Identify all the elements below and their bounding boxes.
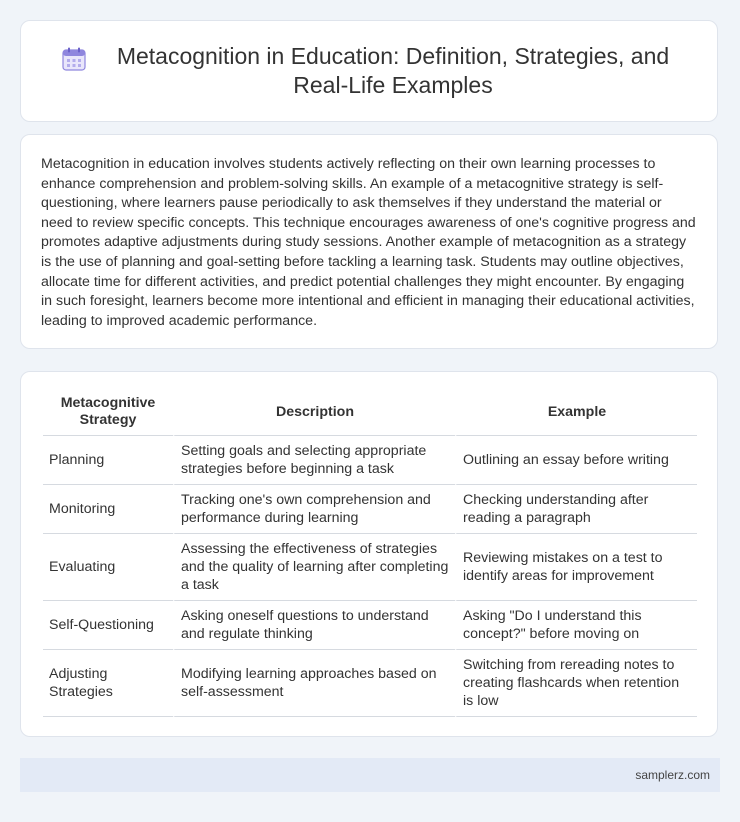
table-card: [20, 371, 718, 737]
table-row: [43, 485, 697, 534]
footer-site-link[interactable]: samplerz.com: [635, 768, 710, 782]
cell-example: Asking "Do I understand this concept?" before moving on: [455, 601, 697, 650]
title-card: [20, 20, 718, 122]
cell-strategy: Planning: [43, 436, 173, 485]
cell-description: Setting goals and selecting appropriate strategies before beginning a task: [173, 436, 455, 485]
calendar-icon: [61, 46, 87, 72]
table-header-row: [43, 389, 697, 436]
cell-example: Outlining an essay before writing: [455, 436, 697, 485]
table-row: [43, 436, 697, 485]
intro-paragraph: Metacognition in education involves students actively reflecting on their own learning processes to enhance comprehension and problem-solving skills. An example of a metacognitive strategy is self-questioning, where learners pause periodically to ask themselves if they understand the material or need to review specific concepts. This technique encourages awareness of one's cognitive progress and promotes adaptive adjustments during study sessions. Another example of metacognition as a strategy is the use of planning and goal-setting before tackling a learning task. Students may outline objectives, allocate time for different activities, and predict potential challenges they might encounter. By engaging in such foresight, learners become more intentional and efficient in managing their educational activities, leading to improved academic performance.: [41, 156, 696, 329]
intro-card: [20, 134, 718, 349]
table-row: [43, 650, 697, 717]
title-row: [21, 42, 717, 100]
cell-description: Asking oneself questions to understand and regulate thinking: [173, 601, 455, 650]
page-title: Metacognition in Education: Definition, Strategies, and Real-Life Examples: [116, 43, 670, 98]
cell-description: Tracking one's own comprehension and performance during learning: [173, 485, 455, 534]
table-row: [43, 601, 697, 650]
column-header-example: Example: [455, 389, 697, 436]
cell-description: Modifying learning approaches based on self-assessment: [173, 650, 455, 717]
cell-strategy: Monitoring: [43, 485, 173, 534]
cell-strategy: Evaluating: [43, 534, 173, 601]
cell-strategy: Adjusting Strategies: [43, 650, 173, 717]
cell-example: Checking understanding after reading a paragraph: [455, 485, 697, 534]
cell-example: Switching from rereading notes to creating flashcards when retention is low: [455, 650, 697, 717]
strategy-table: [43, 389, 697, 717]
footer-bar: [20, 758, 720, 792]
cell-strategy: Self-Questioning: [43, 601, 173, 650]
column-header-description: Description: [173, 389, 455, 436]
table-row: [43, 534, 697, 601]
cell-description: Assessing the effectiveness of strategies and the quality of learning after completing a task: [173, 534, 455, 601]
cell-example: Reviewing mistakes on a test to identify areas for improvement: [455, 534, 697, 601]
column-header-strategy: Metacognitive Strategy: [43, 389, 173, 436]
